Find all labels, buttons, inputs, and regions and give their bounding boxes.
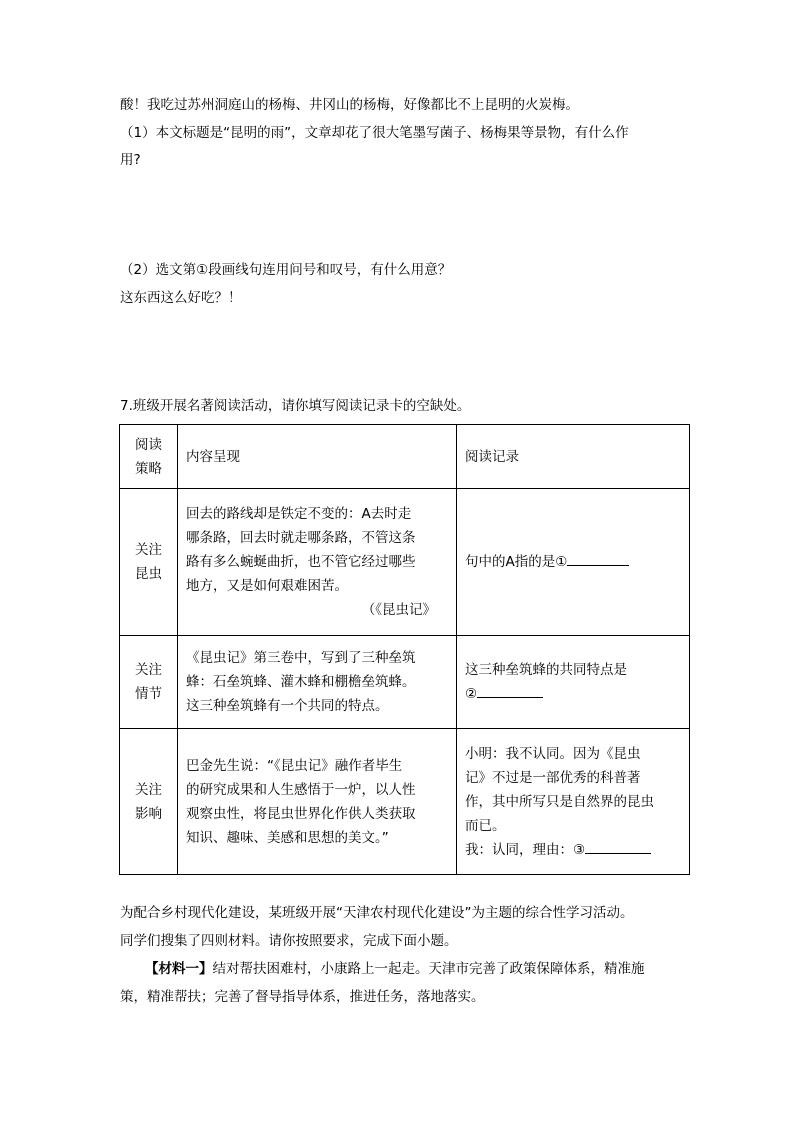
header-record: 阅读记录 [457, 425, 690, 489]
answer-blank-3[interactable] [585, 839, 651, 854]
paragraph-end: 酸！我吃过苏州洞庭山的杨梅、井冈山的杨梅，好像都比不上昆明的火炭梅。 [120, 97, 579, 113]
reading-record-table [119, 424, 690, 875]
activity-intro-line-1: 为配合乡村现代化建设，某班级开展“天津农村现代化建设”为主题的综合性学习活动。 [120, 905, 634, 921]
content-cell: 《昆虫记》第三卷中，写到了三种垒筑 蜂：石垒筑蜂、灌木蜂和棚檐垒筑蜂。 这三种垒筑蜂有一个共同的特点。 [178, 636, 457, 729]
source-citation: （《昆虫记》 [361, 602, 436, 618]
question-1-line-1: （1）本文标题是“昆明的雨”，文章却花了很大笔墨写菌子、杨梅果等景物，有什么作 [120, 125, 629, 141]
question-2: （2）选文第①段画线句连用问号和叹号，有什么用意？ [120, 262, 452, 278]
table-header-row [120, 425, 690, 489]
material-1-label: 【材料一】 [145, 961, 213, 977]
header-content: 内容呈现 [178, 425, 457, 489]
question-2-quote: 这东西这么好吃？！ [120, 290, 242, 306]
record-cell: 小明：我不认同。因为《昆虫 记》不过是一部优秀的科普著 作，其中所写只是自然界的昆虫 而已。 我：认同，理由：③ [457, 729, 690, 875]
table-row [120, 636, 690, 729]
table-row [120, 729, 690, 875]
material-1-line-2: 策，精准帮扶；完善了督导指导体系，推进任务，落地落实。 [120, 989, 485, 1005]
answer-blank-2[interactable] [477, 683, 543, 698]
record-cell: 这三种垒筑蜂的共同特点是 ② [457, 636, 690, 729]
activity-intro-line-2: 同学们搜集了四则材料。请你按照要求，完成下面小题。 [120, 933, 458, 949]
header-strategy: 阅读 策略 [120, 425, 178, 489]
strategy-cell: 关注 影响 [120, 729, 178, 875]
question-7: 7.班级开展名著阅读活动，请你填写阅读记录卡的空缺处。 [120, 398, 471, 414]
content-cell: 巴金先生说：“《昆虫记》融作者毕生 的研究成果和人生感悟于一炉，以人性 观察虫性，将昆虫世界化作供人类获取 知识、趣味、美感和思想的美文。” [178, 729, 457, 875]
strategy-cell: 关注 情节 [120, 636, 178, 729]
answer-blank-1[interactable] [567, 551, 629, 566]
content-cell: 回去的路线却是铁定不变的：A去时走 哪条路，回去时就走哪条路，不管这条 路有多么蜿蜒曲折，也不管它经过哪些 地方，又是如何艰难困苦。 （《昆虫记》 [178, 489, 457, 636]
record-cell: 句中的A指的是① [457, 489, 690, 636]
table-row [120, 489, 690, 636]
material-1-line-1: 【材料一】结对帮扶困难村，小康路上一起走。天津市完善了政策保障体系，精准施 [145, 961, 645, 977]
question-1-line-2: 用? [120, 152, 141, 168]
strategy-cell: 关注 昆虫 [120, 489, 178, 636]
